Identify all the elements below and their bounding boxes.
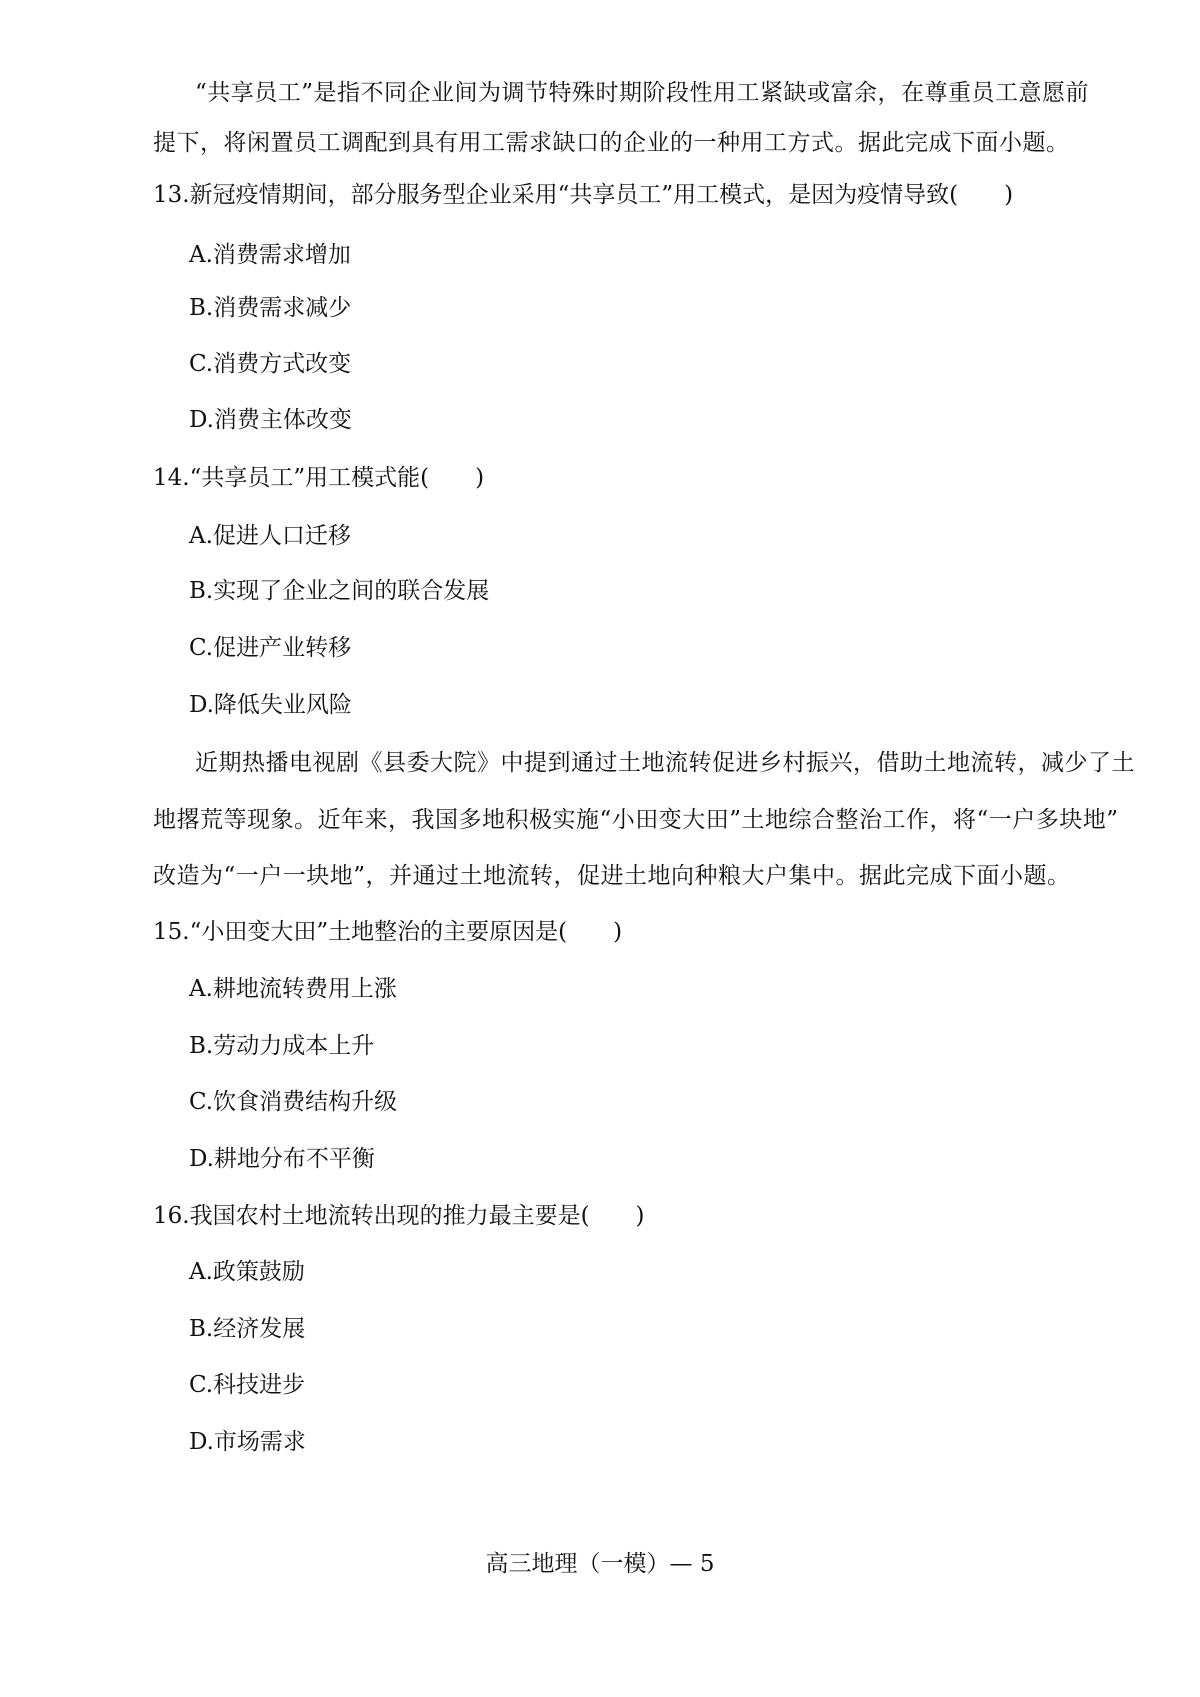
question-15-option-b: B.劳动力成本上升	[189, 1033, 375, 1059]
page-footer: 高三地理（一模）— 5	[485, 1551, 715, 1577]
passage2-line-2: 地撂荒等现象。近年来，我国多地积极实施“小田变大田”土地综合整治工作，将“一户多块地”	[153, 807, 1119, 833]
question-16-option-d: D.市场需求	[189, 1429, 306, 1455]
question-13-option-b: B.消费需求减少	[189, 295, 352, 321]
question-13-option-c: C.消费方式改变	[189, 351, 352, 377]
passage1-line-2: 提下，将闲置员工调配到具有用工需求缺口的企业的一种用工方式。据此完成下面小题。	[153, 130, 1070, 156]
question-16-option-c: C.科技进步	[189, 1372, 306, 1398]
question-15-option-d: D.耕地分布不平衡	[189, 1146, 375, 1172]
question-15-option-a: A.耕地流转费用上涨	[189, 976, 397, 1002]
question-16-stem: 16.我国农村土地流转出现的推力最主要是( )	[153, 1203, 645, 1229]
question-13-stem: 13.新冠疫情期间，部分服务型企业采用“共享员工”用工模式，是因为疫情导致( )	[153, 182, 1014, 208]
passage1-line-1: “共享员工”是指不同企业间为调节特殊时期阶段性用工紧缺或富余，在尊重员工意愿前	[195, 80, 1090, 106]
passage2-line-1: 近期热播电视剧《县委大院》中提到通过土地流转促进乡村振兴，借助土地流转，减少了土	[195, 750, 1135, 776]
question-16-option-b: B.经济发展	[189, 1316, 306, 1342]
passage2-line-3: 改造为“一户一块地”，并通过土地流转，促进土地向种粮大户集中。据此完成下面小题。	[153, 863, 1071, 889]
question-15-option-c: C.饮食消费结构升级	[189, 1089, 398, 1115]
question-16-option-a: A.政策鼓励	[189, 1259, 305, 1285]
question-14-option-b: B.实现了企业之间的联合发展	[189, 578, 490, 604]
question-14-option-a: A.促进人口迁移	[189, 523, 351, 549]
question-15-stem: 15.“小田变大田”土地整治的主要原因是( )	[153, 919, 623, 945]
question-14-stem: 14.“共享员工”用工模式能( )	[153, 465, 485, 491]
question-13-option-d: D.消费主体改变	[189, 407, 352, 433]
question-13-option-a: A.消费需求增加	[189, 242, 351, 268]
question-14-option-c: C.促进产业转移	[189, 635, 352, 661]
question-14-option-d: D.降低失业风险	[189, 692, 352, 718]
